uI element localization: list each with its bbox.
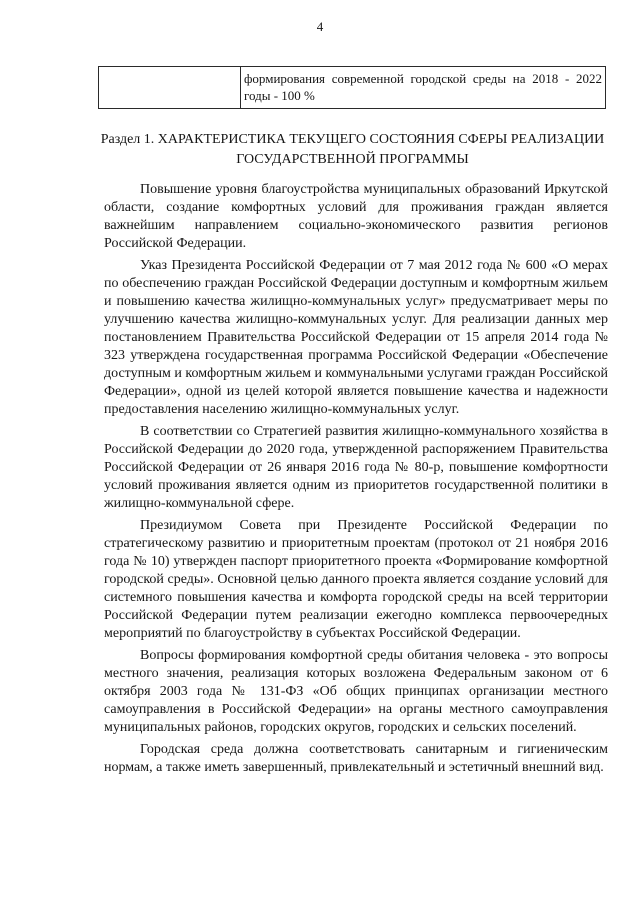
paragraph: Повышение уровня благоустройства муниципальных образований Иркутской области, создание комфортных условий для проживания граждан является важнейшим направлением социально-экономического развития регионов Российской Федерации. [104,182,608,251]
section-title: Раздел 1. ХАРАКТЕРИСТИКА ТЕКУЩЕГО СОСТОЯНИЯ СФЕРЫ РЕАЛИЗАЦИИ ГОСУДАРСТВЕННОЙ ПРОГРАММЫ [100,132,605,167]
paragraph: Городская среда должна соответствовать санитарным и гигиеническим нормам, а также иметь завершенный, привлекательный и эстетичный внешний вид. [104,742,608,775]
body-text [104,181,608,781]
paragraph: Президиумом Совета при Президенте Российской Федерации по стратегическому развитию и приоритетным проектам (протокол от 21 ноября 2016 года № 10) утвержден паспорт приоритетного проекта «Формирование комфортной городской среды». Основной целью данного проекта является создание условий для системного повышения качества и комфорта городской среды на всей территории Российской Федерации путем реализации ежегодно комплекса первоочередных мероприятий по благоустройству в субъектах Российской Федерации. [104,518,608,641]
paragraph: Вопросы формирования комфортной среды обитания человека - это вопросы местного значения, реализация которых возложена Федеральным законом от 6 октября 2003 года № 131-ФЗ «Об общих принципах организации местного самоуправления в Российской Федерации» на органы местного самоуправления муниципальных районов, городских округов, городских и сельских поселений. [104,648,608,735]
page-number: 4 [316,19,324,34]
paragraph: В соответствии со Стратегией развития жилищно-коммунального хозяйства в Российской Федерации до 2020 года, утвержденной распоряжением Правительства Российской Федерации от 26 января 2016 года № 80-р, повышение комфортности условий проживания является одним из приоритетов государственной политики в жилищно-коммунальной сфере. [104,424,608,511]
paragraph: Указ Президента Российской Федерации от 7 мая 2012 года № 600 «О мерах по обеспечению граждан Российской Федерации доступным и комфортным жильем и повышению качества жилищно-коммунальных услуг» предусматривает меры по улучшению качества жилищно-коммунальных услуг. Для реализации данных мер постановлением Правительства Российской Федерации от 15 апреля 2014 года № 323 утверждена государственная программа Российской Федерации «Обеспечение доступным и комфортным жильем и коммунальными услугами граждан Российской Федерации», одной из целей которой является повышение качества и надежности предоставления населению жилищно-коммунальных услуг. [104,258,608,417]
table-fragment [98,66,606,109]
table-cell-left [99,67,241,108]
table-cell-right: формирования современной городской среды на 2018 - 2022 годы - 100 % [244,71,602,103]
